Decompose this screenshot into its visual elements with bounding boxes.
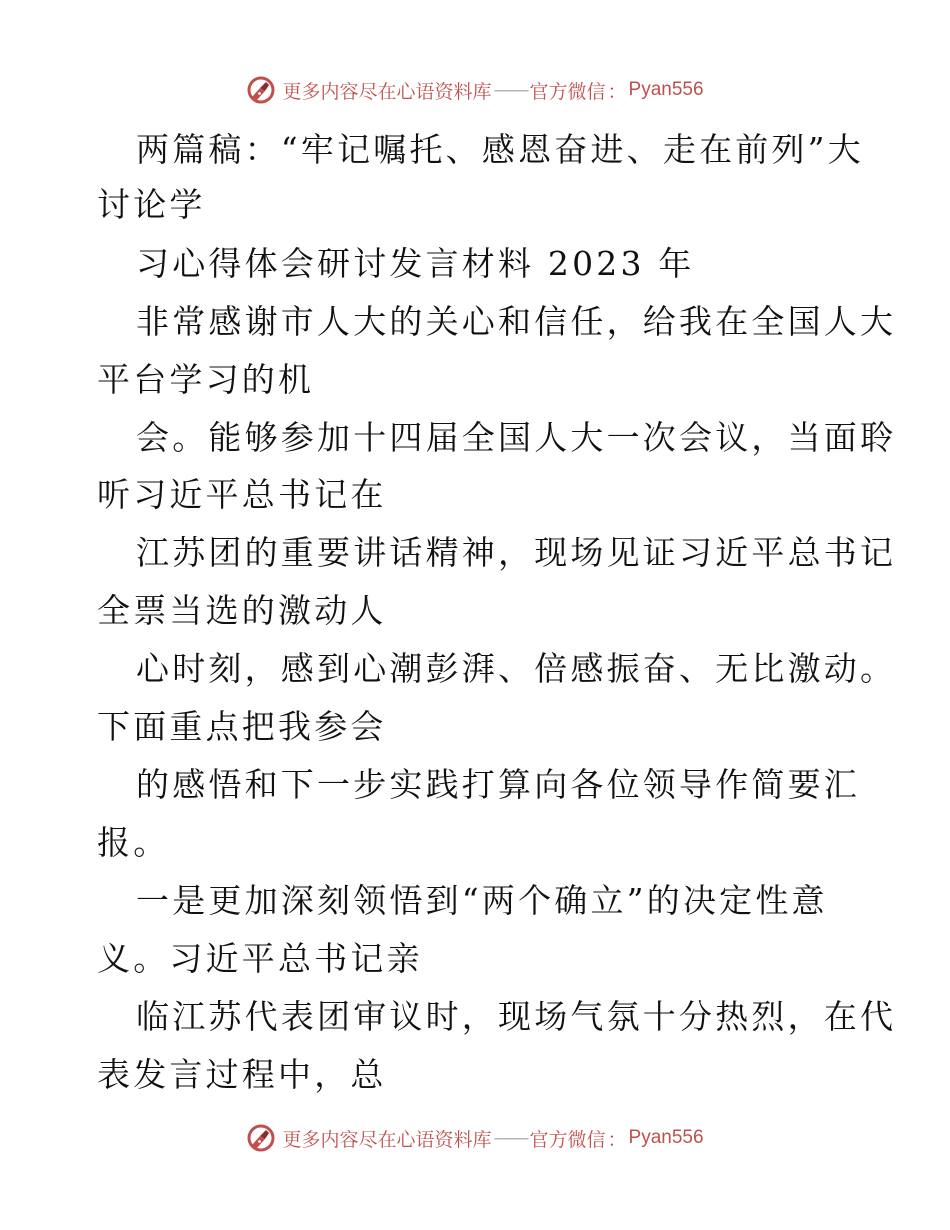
watermark-colon: ： — [607, 1128, 627, 1151]
text-line: 江苏团的重要讲话精神，现场见证习近平总书记 — [136, 533, 897, 572]
watermark-wechat-id: Pyan556 — [628, 79, 704, 100]
text-line: 一是更加深刻领悟到“两个确立”的决定性意 — [136, 881, 828, 920]
text-line: 表发言过程中，总 — [97, 1055, 387, 1094]
text-line: 两篇稿：“牢记嘱托、感恩奋进、走在前列”大 — [136, 130, 864, 169]
text-line: 全票当选的激动人 — [97, 591, 387, 630]
text-line: 临江苏代表团审议时，现场气氛十分热烈，在代 — [136, 997, 897, 1036]
watermark-brand: 更多内容尽在心语资料库 — [282, 80, 492, 103]
pen-nib-circle-icon — [246, 1123, 276, 1153]
header-watermark — [0, 70, 950, 110]
text-line: 的感悟和下一步实践打算向各位领导作简要汇 — [136, 765, 860, 804]
watermark-wechat-id: Pyan556 — [628, 1127, 704, 1148]
text-line: 非常感谢市人大的关心和信任，给我在全国人大 — [136, 302, 897, 341]
watermark-colon: ： — [607, 80, 627, 103]
footer-watermark — [0, 1118, 950, 1158]
pen-nib-circle-icon — [246, 75, 276, 105]
watermark-dash: —— — [493, 1127, 528, 1149]
watermark-official-label: 官方微信 — [529, 1128, 606, 1151]
watermark-brand: 更多内容尽在心语资料库 — [282, 1128, 492, 1151]
text-line: 平台学习的机 — [97, 360, 315, 399]
text-line: 讨论学 — [97, 185, 206, 224]
text-line: 心时刻，感到心潮彭湃、倍感振奋、无比激动。 — [136, 649, 897, 688]
text-line: 义。习近平总书记亲 — [97, 939, 423, 978]
text-line: 习心得体会研讨发言材料 2023 年 — [136, 244, 695, 283]
watermark-official-label: 官方微信 — [529, 80, 606, 103]
text-line: 下面重点把我参会 — [97, 707, 387, 746]
text-line: 听习近平总书记在 — [97, 475, 387, 514]
text-line: 会。能够参加十四届全国人大一次会议，当面聆 — [136, 418, 897, 457]
watermark-dash: —— — [493, 79, 528, 101]
text-line: 报。 — [97, 823, 170, 862]
